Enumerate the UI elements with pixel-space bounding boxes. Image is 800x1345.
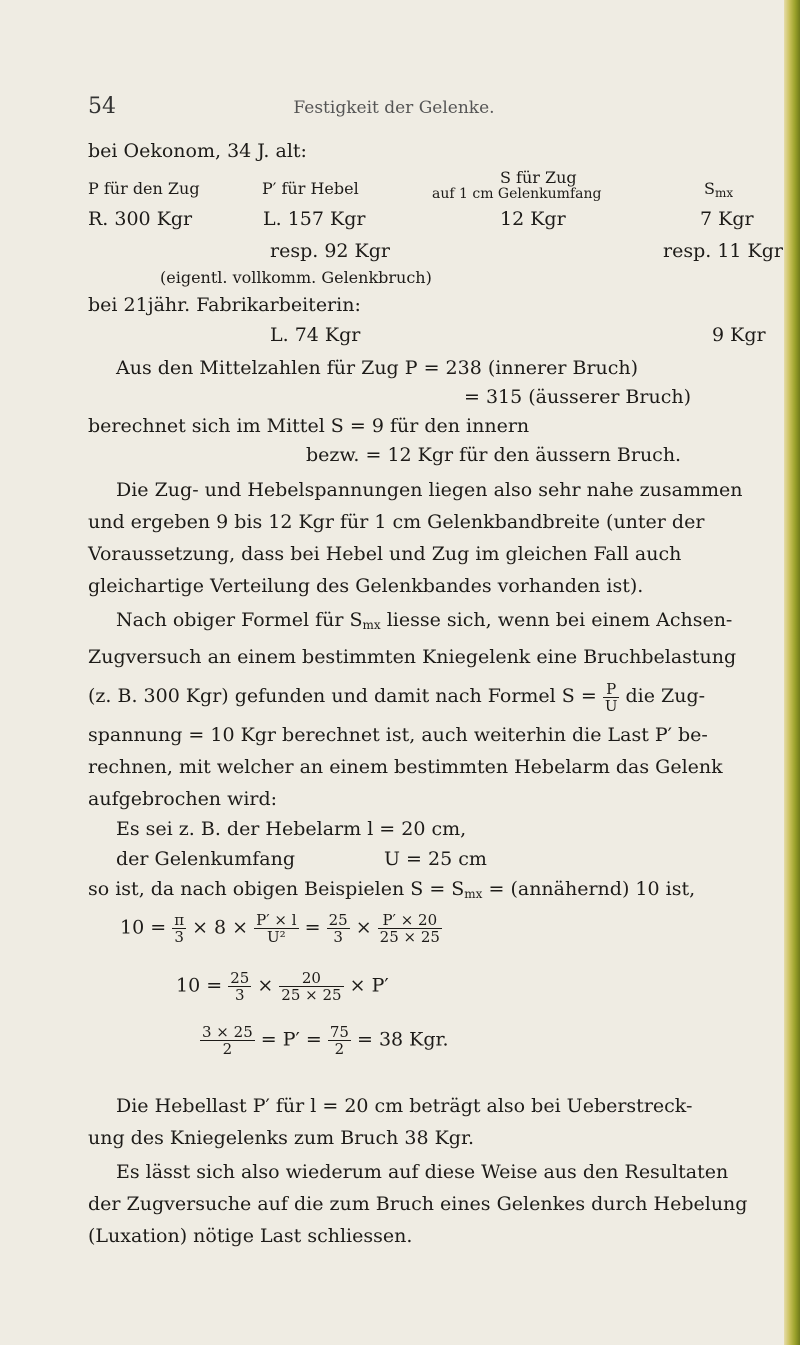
para2-line6: aufgebrochen wird: [88,788,278,810]
col-head-smx: $S_{mx}$ [704,179,734,200]
row1c-note: (eigentl. vollkomm. Gelenkbruch) [160,268,432,287]
para1-line: Voraussetzung, dass bei Hebel und Zug im gleichen Fall auch [88,543,682,565]
para3-line: Die Hebellast P′ für l = 20 cm beträgt also bei Ueberstreck- [116,1095,693,1117]
table-intro2: bei 21jähr. Fabrikarbeiterin: [88,294,361,316]
col-head-zug: P für den Zug [88,179,200,198]
eq1-frac-pi: $\frac{\pi}{3}$ [174,911,185,946]
means-line1: Aus den Mittelzahlen für Zug P = 238 (innerer Bruch) [116,357,639,379]
eq1-frac-2: $\frac{P' \times l}{\text{U²}}$ [256,911,297,946]
row2-hebel: L. 74 Kgr [270,324,361,346]
formula-fraction: $\frac{P}{U}$ [604,679,618,715]
paragraph-2 [88,604,768,815]
eq1-frac-4: $\frac{P' \times 20}{25 \times 25}$ [379,911,440,946]
row1-zug: R. 300 Kgr [88,208,193,230]
col-head-hebel: P′ für Hebel [262,179,359,198]
eq3-frac-2: $\frac{75}{2}$ [329,1023,349,1058]
eq1-frac-3: $\frac{25}{3}$ [328,911,348,946]
example-line1: Es sei z. B. der Hebelarm l = 20 cm, [116,818,467,840]
eq2-frac-2: $\frac{20}{25 \times 25}$ [281,969,342,1004]
example-line2a: der Gelenkumfang [116,848,296,870]
eq2-frac-1: $\frac{25}{3}$ [230,969,250,1004]
running-title: Festigkeit der Gelenke. [293,98,495,118]
para4-line: Es lässt sich also wiederum auf diese Weise aus den Resultaten [116,1161,729,1183]
para1-line: und ergeben 9 bis 12 Kgr für 1 cm Gelenkbandbreite (unter der [88,511,705,533]
row1-hebel: L. 157 Kgr [263,208,366,230]
para2-line2: Zugversuch an einem bestimmten Kniegelenk eine Bruchbelastung [88,646,737,668]
equation-3: $\frac{3 \times 25}{2}$ = P′ = $\frac{75}{2}$ = 38 Kgr. [202,1023,449,1058]
row1b-smx: resp. 11 Kgr [663,240,783,262]
row2-smx: 9 Kgr [712,324,766,346]
paragraph-1 [88,474,768,602]
para2-line1: Nach obiger Formel für $S_{mx}$ liesse sich, wenn bei einem Achsen- [116,609,733,632]
col-head-s-top: S für Zug [500,168,577,187]
equation-2: 10 = $\frac{25}{3}$ × $\frac{20}{25 \times 25}$ × P′ [176,969,389,1004]
paragraph-3 [88,1090,768,1154]
eq3-frac-1: $\frac{3 \times 25}{2}$ [202,1023,253,1058]
page-header [88,94,700,124]
para1-line: gleichartige Verteilung des Gelenkbandes vorhanden ist). [88,575,644,597]
col-head-s-bottom: auf 1 cm Gelenkumfang [432,186,602,202]
means-line3: berechnet sich im Mittel S = 9 für den innern [88,415,530,437]
scan-edge [784,0,800,1345]
para2-line4: spannung = 10 Kgr berechnet ist, auch weiterhin die Last P′ be- [88,724,708,746]
row1-smx: 7 Kgr [700,208,754,230]
para4-line: (Luxation) nötige Last schliessen. [88,1225,413,1247]
means-line4: bezw. = 12 Kgr für den äussern Bruch. [306,444,682,466]
equation-1: 10 = $\frac{\pi}{3}$ × 8 × $\frac{P' \times l}{\text{U²}}$ = $\frac{25}{3}$ × $\frac{P' \times 20}{25 \times 25}$ [120,911,440,946]
example-line3: so ist, da nach obigen Beispielen $S = S_{mx}$ = (annähernd) 10 ist, [88,878,696,901]
paragraph-4 [88,1156,768,1252]
row1-s: 12 Kgr [500,208,566,230]
page-number: 54 [88,94,116,119]
para2-line5: rechnen, mit welcher an einem bestimmten Hebelarm das Gelenk [88,756,723,778]
para2-line3: (z. B. 300 Kgr) gefunden und damit nach Formel S = $\frac{P}{U}$ die Zug- [88,679,706,715]
example-line2b: U = 25 cm [384,848,487,870]
para3-line: ung des Kniegelenks zum Bruch 38 Kgr. [88,1127,475,1149]
table-intro: bei Oekonom, 34 J. alt: [88,140,307,162]
para4-line: der Zugversuche auf die zum Bruch eines Gelenkes durch Hebelung [88,1193,748,1215]
means-line2: = 315 (äusserer Bruch) [464,386,692,408]
row1b-hebel: resp. 92 Kgr [270,240,390,262]
para1-line: Die Zug- und Hebelspannungen liegen also sehr nahe zusammen [116,479,743,501]
